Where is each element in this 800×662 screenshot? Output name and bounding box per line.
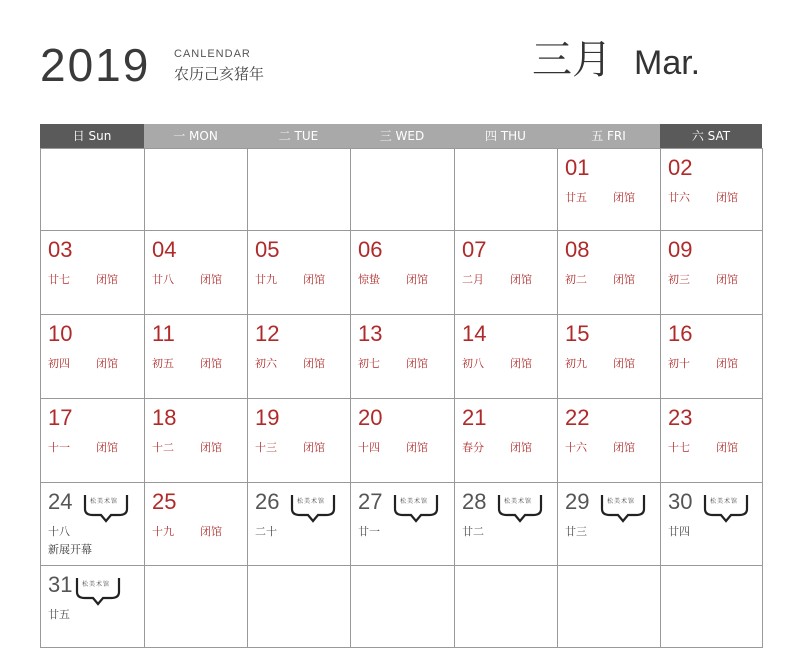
day-number: 03 xyxy=(48,237,73,262)
calendar-day-cell[interactable] xyxy=(558,566,661,648)
lunar-date: 十四 xyxy=(358,441,380,454)
closed-status: 闭馆 xyxy=(200,273,222,286)
museum-badge-label: 松美术馆 xyxy=(607,498,636,505)
day-number: 19 xyxy=(255,405,280,430)
calendar-day-cell[interactable] xyxy=(145,149,248,231)
closed-status: 闭馆 xyxy=(406,273,428,286)
day-number: 06 xyxy=(358,237,383,262)
day-number: 02 xyxy=(668,155,693,180)
calendar-day-cell[interactable] xyxy=(455,483,558,566)
day-number: 16 xyxy=(668,321,693,346)
calendar-day-cell[interactable] xyxy=(558,315,661,399)
closed-status: 闭馆 xyxy=(510,357,532,370)
calendar-day-cell[interactable] xyxy=(41,315,145,399)
day-number: 14 xyxy=(462,321,487,346)
weekday-label: 二 TUE xyxy=(247,124,350,148)
lunar-date: 初三 xyxy=(668,273,690,286)
calendar-day-cell[interactable] xyxy=(661,483,763,566)
closed-status: 闭馆 xyxy=(96,357,118,370)
calendar-day-cell[interactable] xyxy=(41,399,145,483)
closed-status: 闭馆 xyxy=(303,441,325,454)
lunar-date: 廿三 xyxy=(565,525,587,538)
calendar-day-cell[interactable] xyxy=(455,399,558,483)
day-number: 29 xyxy=(565,489,590,514)
calendar-day-cell[interactable] xyxy=(145,315,248,399)
calendar-day-cell[interactable] xyxy=(145,231,248,315)
month-title-en: Mar. xyxy=(634,44,701,82)
museum-badge xyxy=(75,576,121,606)
weekday-label: 一 MON xyxy=(144,124,247,148)
calendar-day-cell[interactable] xyxy=(145,566,248,648)
calendar-day-cell[interactable] xyxy=(351,483,455,566)
closed-status: 闭馆 xyxy=(613,357,635,370)
lunar-date: 廿二 xyxy=(462,525,484,538)
day-number: 15 xyxy=(565,321,590,346)
canlendar-label: CANLENDAR xyxy=(174,48,251,60)
day-number: 10 xyxy=(48,321,73,346)
calendar-day-cell[interactable] xyxy=(351,566,455,648)
weekday-label: 五 FRI xyxy=(557,124,660,148)
lunar-date: 廿八 xyxy=(152,273,174,286)
lunar-date: 廿七 xyxy=(48,273,70,286)
day-number: 20 xyxy=(358,405,383,430)
day-number: 13 xyxy=(358,321,383,346)
lunar-date: 廿六 xyxy=(668,191,690,204)
calendar-day-cell[interactable] xyxy=(351,315,455,399)
calendar-day-cell[interactable] xyxy=(661,149,763,231)
closed-status: 闭馆 xyxy=(613,441,635,454)
lunar-date: 十九 xyxy=(152,525,174,538)
calendar-day-cell[interactable] xyxy=(145,483,248,566)
museum-badge-label: 松美术馆 xyxy=(710,498,739,505)
calendar-day-cell[interactable] xyxy=(661,231,763,315)
day-number: 01 xyxy=(565,155,590,180)
calendar-day-cell[interactable] xyxy=(41,149,145,231)
calendar-day-cell[interactable] xyxy=(558,483,661,566)
closed-status: 闭馆 xyxy=(200,525,222,538)
calendar-day-cell[interactable] xyxy=(145,399,248,483)
day-number: 28 xyxy=(462,489,487,514)
calendar-day-cell[interactable] xyxy=(41,483,145,566)
closed-status: 闭馆 xyxy=(200,441,222,454)
calendar-day-cell[interactable] xyxy=(248,149,351,231)
day-number: 30 xyxy=(668,489,693,514)
day-number: 23 xyxy=(668,405,693,430)
closed-status: 闭馆 xyxy=(200,357,222,370)
lunar-date: 春分 xyxy=(462,441,484,454)
weekday-label: 六 SAT xyxy=(660,124,762,148)
closed-status: 闭馆 xyxy=(303,273,325,286)
closed-status: 闭馆 xyxy=(510,273,532,286)
museum-badge xyxy=(83,493,129,523)
calendar-day-cell[interactable] xyxy=(661,399,763,483)
museum-badge xyxy=(393,493,439,523)
calendar-day-cell[interactable] xyxy=(455,315,558,399)
year-label: 2019 xyxy=(40,39,151,91)
lunar-date: 廿五 xyxy=(565,191,587,204)
museum-badge xyxy=(290,493,336,523)
closed-status: 闭馆 xyxy=(406,441,428,454)
calendar-day-cell[interactable] xyxy=(248,315,351,399)
lunar-date: 初十 xyxy=(668,357,690,370)
lunar-date: 初八 xyxy=(462,357,484,370)
day-number: 25 xyxy=(152,489,177,514)
day-number: 09 xyxy=(668,237,693,262)
calendar-grid xyxy=(40,148,763,648)
lunar-date: 初五 xyxy=(152,357,174,370)
calendar-day-cell[interactable] xyxy=(661,315,763,399)
calendar-day-cell[interactable] xyxy=(455,231,558,315)
day-number: 21 xyxy=(462,405,487,430)
closed-status: 闭馆 xyxy=(716,441,738,454)
lunar-date: 十六 xyxy=(565,441,587,454)
calendar-day-cell[interactable] xyxy=(351,149,455,231)
closed-status: 闭馆 xyxy=(613,273,635,286)
lunar-date: 初九 xyxy=(565,357,587,370)
calendar-day-cell[interactable] xyxy=(41,231,145,315)
lunar-date: 初二 xyxy=(565,273,587,286)
event-note: 新展开幕 xyxy=(48,543,92,556)
lunar-date: 十三 xyxy=(255,441,277,454)
museum-badge xyxy=(497,493,543,523)
lunar-date: 十八 xyxy=(48,525,70,538)
calendar-day-cell[interactable] xyxy=(248,483,351,566)
lunar-date: 二十 xyxy=(255,525,277,538)
closed-status: 闭馆 xyxy=(510,441,532,454)
calendar-day-cell[interactable] xyxy=(558,149,661,231)
lunar-date: 十一 xyxy=(48,441,70,454)
day-number: 24 xyxy=(48,489,73,514)
closed-status: 闭馆 xyxy=(716,273,738,286)
lunar-date: 廿九 xyxy=(255,273,277,286)
museum-badge-label: 松美术馆 xyxy=(82,581,111,588)
day-number: 27 xyxy=(358,489,383,514)
lunar-date: 初四 xyxy=(48,357,70,370)
calendar-day-cell[interactable] xyxy=(455,566,558,648)
day-number: 04 xyxy=(152,237,177,262)
weekday-label: 日 Sun xyxy=(40,124,144,148)
lunar-date: 廿四 xyxy=(668,525,690,538)
day-number: 12 xyxy=(255,321,280,346)
calendar-day-cell[interactable] xyxy=(248,566,351,648)
lunar-date: 初七 xyxy=(358,357,380,370)
lunar-date: 廿一 xyxy=(358,525,380,538)
closed-status: 闭馆 xyxy=(96,441,118,454)
closed-status: 闭馆 xyxy=(303,357,325,370)
calendar-day-cell[interactable] xyxy=(558,399,661,483)
day-number: 31 xyxy=(48,572,73,597)
museum-badge xyxy=(600,493,646,523)
calendar-day-cell[interactable] xyxy=(41,566,145,648)
day-number: 22 xyxy=(565,405,590,430)
lunar-date: 廿五 xyxy=(48,608,70,621)
closed-status: 闭馆 xyxy=(613,191,635,204)
museum-badge-label: 松美术馆 xyxy=(90,498,119,505)
day-number: 05 xyxy=(255,237,280,262)
lunar-date: 十七 xyxy=(668,441,690,454)
day-number: 08 xyxy=(565,237,590,262)
museum-badge xyxy=(703,493,749,523)
calendar-day-cell[interactable] xyxy=(248,399,351,483)
day-number: 11 xyxy=(152,321,175,346)
calendar-day-cell[interactable] xyxy=(661,566,763,648)
calendar-day-cell[interactable] xyxy=(248,231,351,315)
lunar-date: 惊蛰 xyxy=(358,273,380,286)
closed-status: 闭馆 xyxy=(96,273,118,286)
day-number: 07 xyxy=(462,237,487,262)
closed-status: 闭馆 xyxy=(716,191,738,204)
lunar-date: 二月 xyxy=(462,273,484,286)
museum-badge-label: 松美术馆 xyxy=(297,498,326,505)
month-title-cn: 三月 xyxy=(532,37,612,83)
museum-badge-label: 松美术馆 xyxy=(504,498,533,505)
weekday-label: 四 THU xyxy=(454,124,557,148)
calendar-day-cell[interactable] xyxy=(351,231,455,315)
weekday-header xyxy=(40,124,762,148)
museum-badge-label: 松美术馆 xyxy=(400,498,429,505)
lunar-year-label: 农历己亥猪年 xyxy=(174,65,265,83)
day-number: 26 xyxy=(255,489,280,514)
lunar-date: 初六 xyxy=(255,357,277,370)
closed-status: 闭馆 xyxy=(406,357,428,370)
calendar-day-cell[interactable] xyxy=(455,149,558,231)
day-number: 17 xyxy=(48,405,73,430)
calendar-day-cell[interactable] xyxy=(351,399,455,483)
calendar-day-cell[interactable] xyxy=(558,231,661,315)
day-number: 18 xyxy=(152,405,177,430)
weekday-label: 三 WED xyxy=(350,124,454,148)
lunar-date: 十二 xyxy=(152,441,174,454)
closed-status: 闭馆 xyxy=(716,357,738,370)
